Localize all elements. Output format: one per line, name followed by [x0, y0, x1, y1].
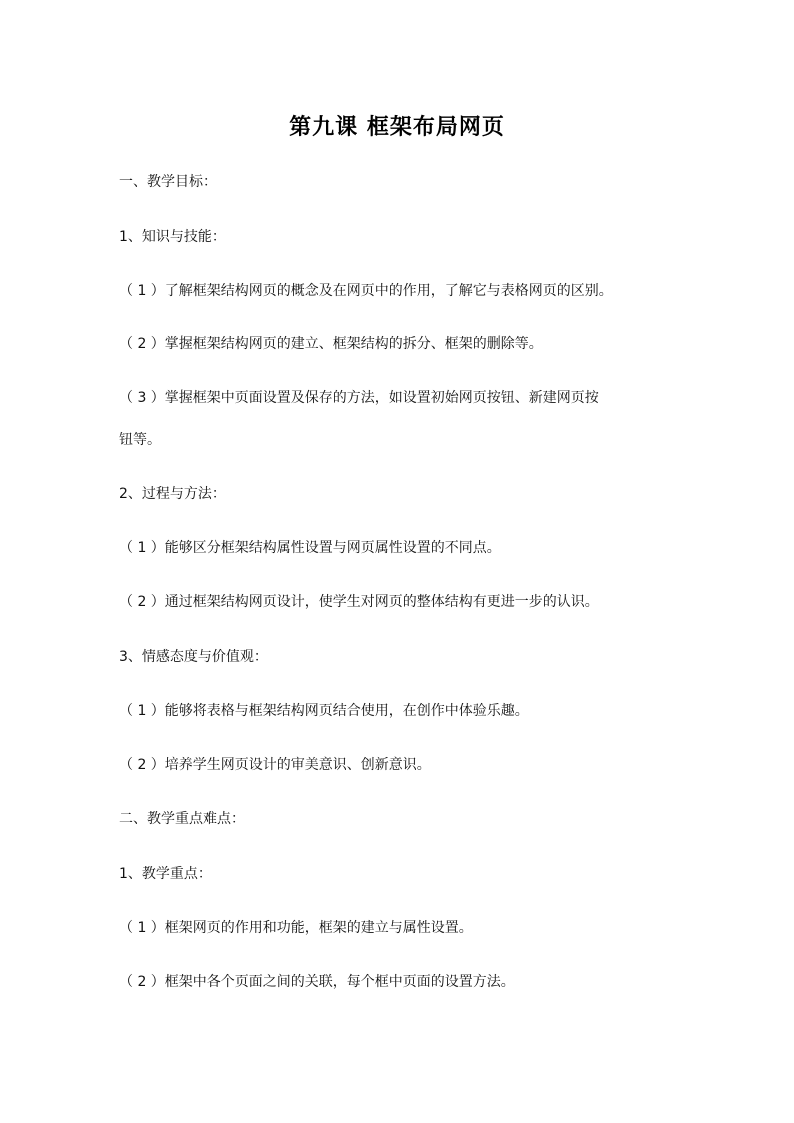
subheading-attitude-values: 3、情感态度与价值观：	[119, 649, 268, 665]
list-item: （ 1 ）框架网页的作用和功能，框架的建立与属性设置。	[119, 920, 473, 936]
document-title: 第九课 框架布局网页	[289, 114, 505, 140]
list-item: （ 2 ）培养学生网页设计的审美意识、创新意识。	[119, 757, 431, 773]
list-item: （ 2 ）掌握框架结构网页的建立、框架结构的拆分、框架的删除等。	[119, 336, 543, 352]
list-item: （ 1 ）了解框架结构网页的概念及在网页中的作用，了解它与表格网页的区别。	[119, 283, 613, 299]
list-item: （ 1 ）能够区分框架结构属性设置与网页属性设置的不同点。	[119, 540, 501, 556]
list-item: （ 2 ）框架中各个页面之间的关联，每个框中页面的设置方法。	[119, 974, 515, 990]
list-item: （ 2 ）通过框架结构网页设计，使学生对网页的整体结构有更进一步的认识。	[119, 594, 599, 610]
section-heading-key-points: 二、教学重点难点：	[119, 811, 245, 827]
section-heading-objectives: 一、教学目标：	[119, 174, 217, 190]
subheading-knowledge-skills: 1、知识与技能：	[119, 229, 226, 245]
subheading-process-methods: 2、过程与方法：	[119, 486, 226, 502]
list-item: （ 1 ）能够将表格与框架结构网页结合使用，在创作中体验乐趣。	[119, 703, 529, 719]
list-item: （ 3 ）掌握框架中页面设置及保存的方法，如设置初始网页按钮、新建网页按	[119, 390, 599, 406]
list-item-continuation: 钮等。	[119, 432, 161, 448]
subheading-teaching-focus: 1、教学重点：	[119, 866, 212, 882]
